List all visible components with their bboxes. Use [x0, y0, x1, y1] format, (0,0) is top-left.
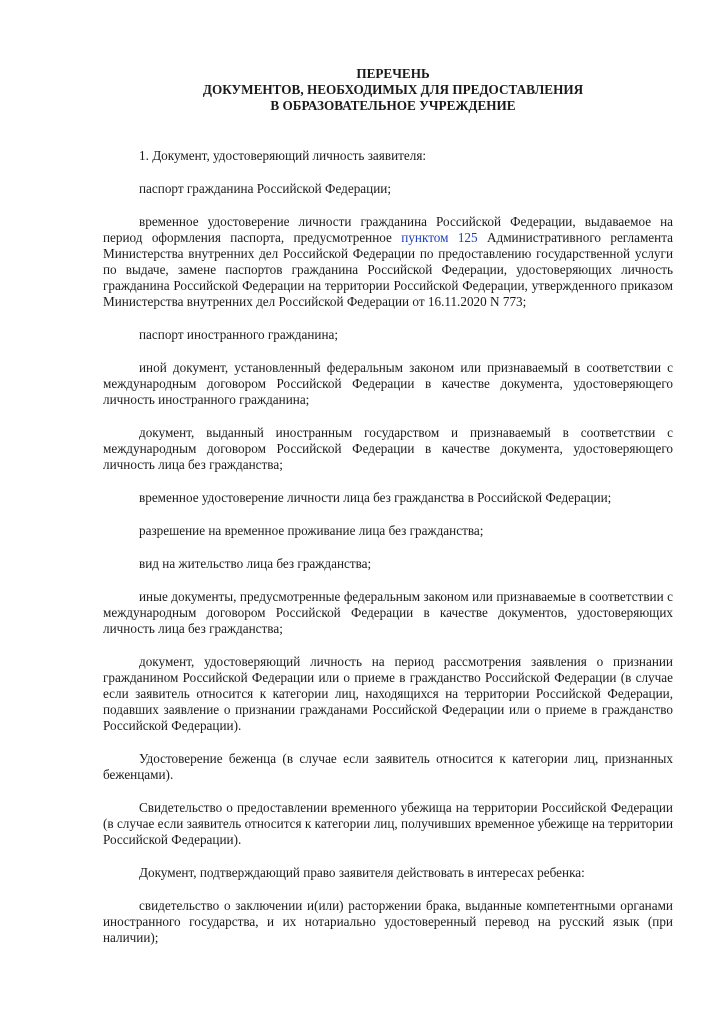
paragraph-identity-heading: 1. Документ, удостоверяющий личность заявителя:: [139, 148, 427, 163]
paragraph-other-stateless-documents: иные документы, предусмотренные федеральным законом или признаваемые в соответствии с международным договором Российской Федерации в качестве документов, удостоверяющих личность лица без гражданства;: [103, 589, 673, 636]
paragraph-temporary-residence: разрешение на временное проживание лица без гражданства;: [139, 523, 484, 538]
paragraph-temporary-id-text-1: временное удостоверение личности гражданина Российской Федерации, выдаваемое на период оформления паспорта, предусмотренное: [103, 214, 673, 245]
title-line-2: ДОКУМЕНТОВ, НЕОБХОДИМЫХ ДЛЯ ПРЕДОСТАВЛЕНИЯ: [202, 82, 584, 97]
paragraph-citizenship-application-id: документ, удостоверяющий личность на период рассмотрения заявления о признании гражданином Российской Федерации или о приеме в гражданство Российской Федерации (в случае если заявитель относится к категории лиц, находящихся на территории Российской Федерации, подавших заявление о признании гражданами Российской Федерации или о приеме в гражданство Российской Федерации).: [103, 654, 673, 733]
title-line-3: В ОБРАЗОВАТЕЛЬНОЕ УЧРЕЖДЕНИЕ: [270, 98, 516, 113]
paragraph-temporary-id: [103, 214, 673, 310]
paragraph-residence-permit: вид на жительство лица без гражданства;: [139, 556, 372, 571]
paragraph-foreign-passport: паспорт иностранного гражданина;: [139, 327, 339, 342]
paragraph-temporary-asylum: Свидетельство о предоставлении временного убежища на территории Российской Федерации (в случае если заявитель относится к категории лиц, получивших временное убежище на территории Российской Федерации).: [103, 800, 673, 847]
paragraph-foreign-state-document: документ, выданный иностранным государством и признаваемый в соответствии с международным договором Российской Федерации в качестве документа, удостоверяющего личность лица без гражданства;: [103, 425, 673, 472]
paragraph-temporary-id-text-2: Административного регламента Министерства внутренних дел Российской Федерации по предоставлению государственной услуги по выдаче, замене паспортов гражданина Российской Федерации, удостоверяющих личность гражданина Российской Федерации на территории Российской Федерации, утвержденного приказом Министерства внутренних дел Российской Федерации от 16.11.2020 N 773;: [103, 230, 673, 309]
paragraph-refugee-certificate: Удостоверение беженца (в случае если заявитель относится к категории лиц, признанных беженцами).: [103, 751, 673, 782]
paragraph-passport: паспорт гражданина Российской Федерации;: [139, 181, 391, 196]
paragraph-marriage-certificate: свидетельство о заключении и(или) расторжении брака, выданные компетентными органами иностранного государства, и их нотариально удостоверенный перевод на русский язык (при наличии);: [103, 898, 673, 945]
paragraph-guardian-rights: Документ, подтверждающий право заявителя действовать в интересах ребенка:: [139, 865, 585, 880]
clause-125-link[interactable]: пунктом 125: [401, 230, 478, 245]
paragraph-other-document: иной документ, установленный федеральным законом или признаваемый в соответствии с международным договором Российской Федерации в качестве документа, удостоверяющего личность иностранного гражданина;: [103, 360, 673, 407]
document-page: [103, 66, 673, 963]
title-line-1: ПЕРЕЧЕНЬ: [356, 66, 430, 81]
paragraph-stateless-temporary-id: временное удостоверение личности лица без гражданства в Российской Федерации;: [139, 490, 612, 505]
document-title: [113, 66, 673, 114]
